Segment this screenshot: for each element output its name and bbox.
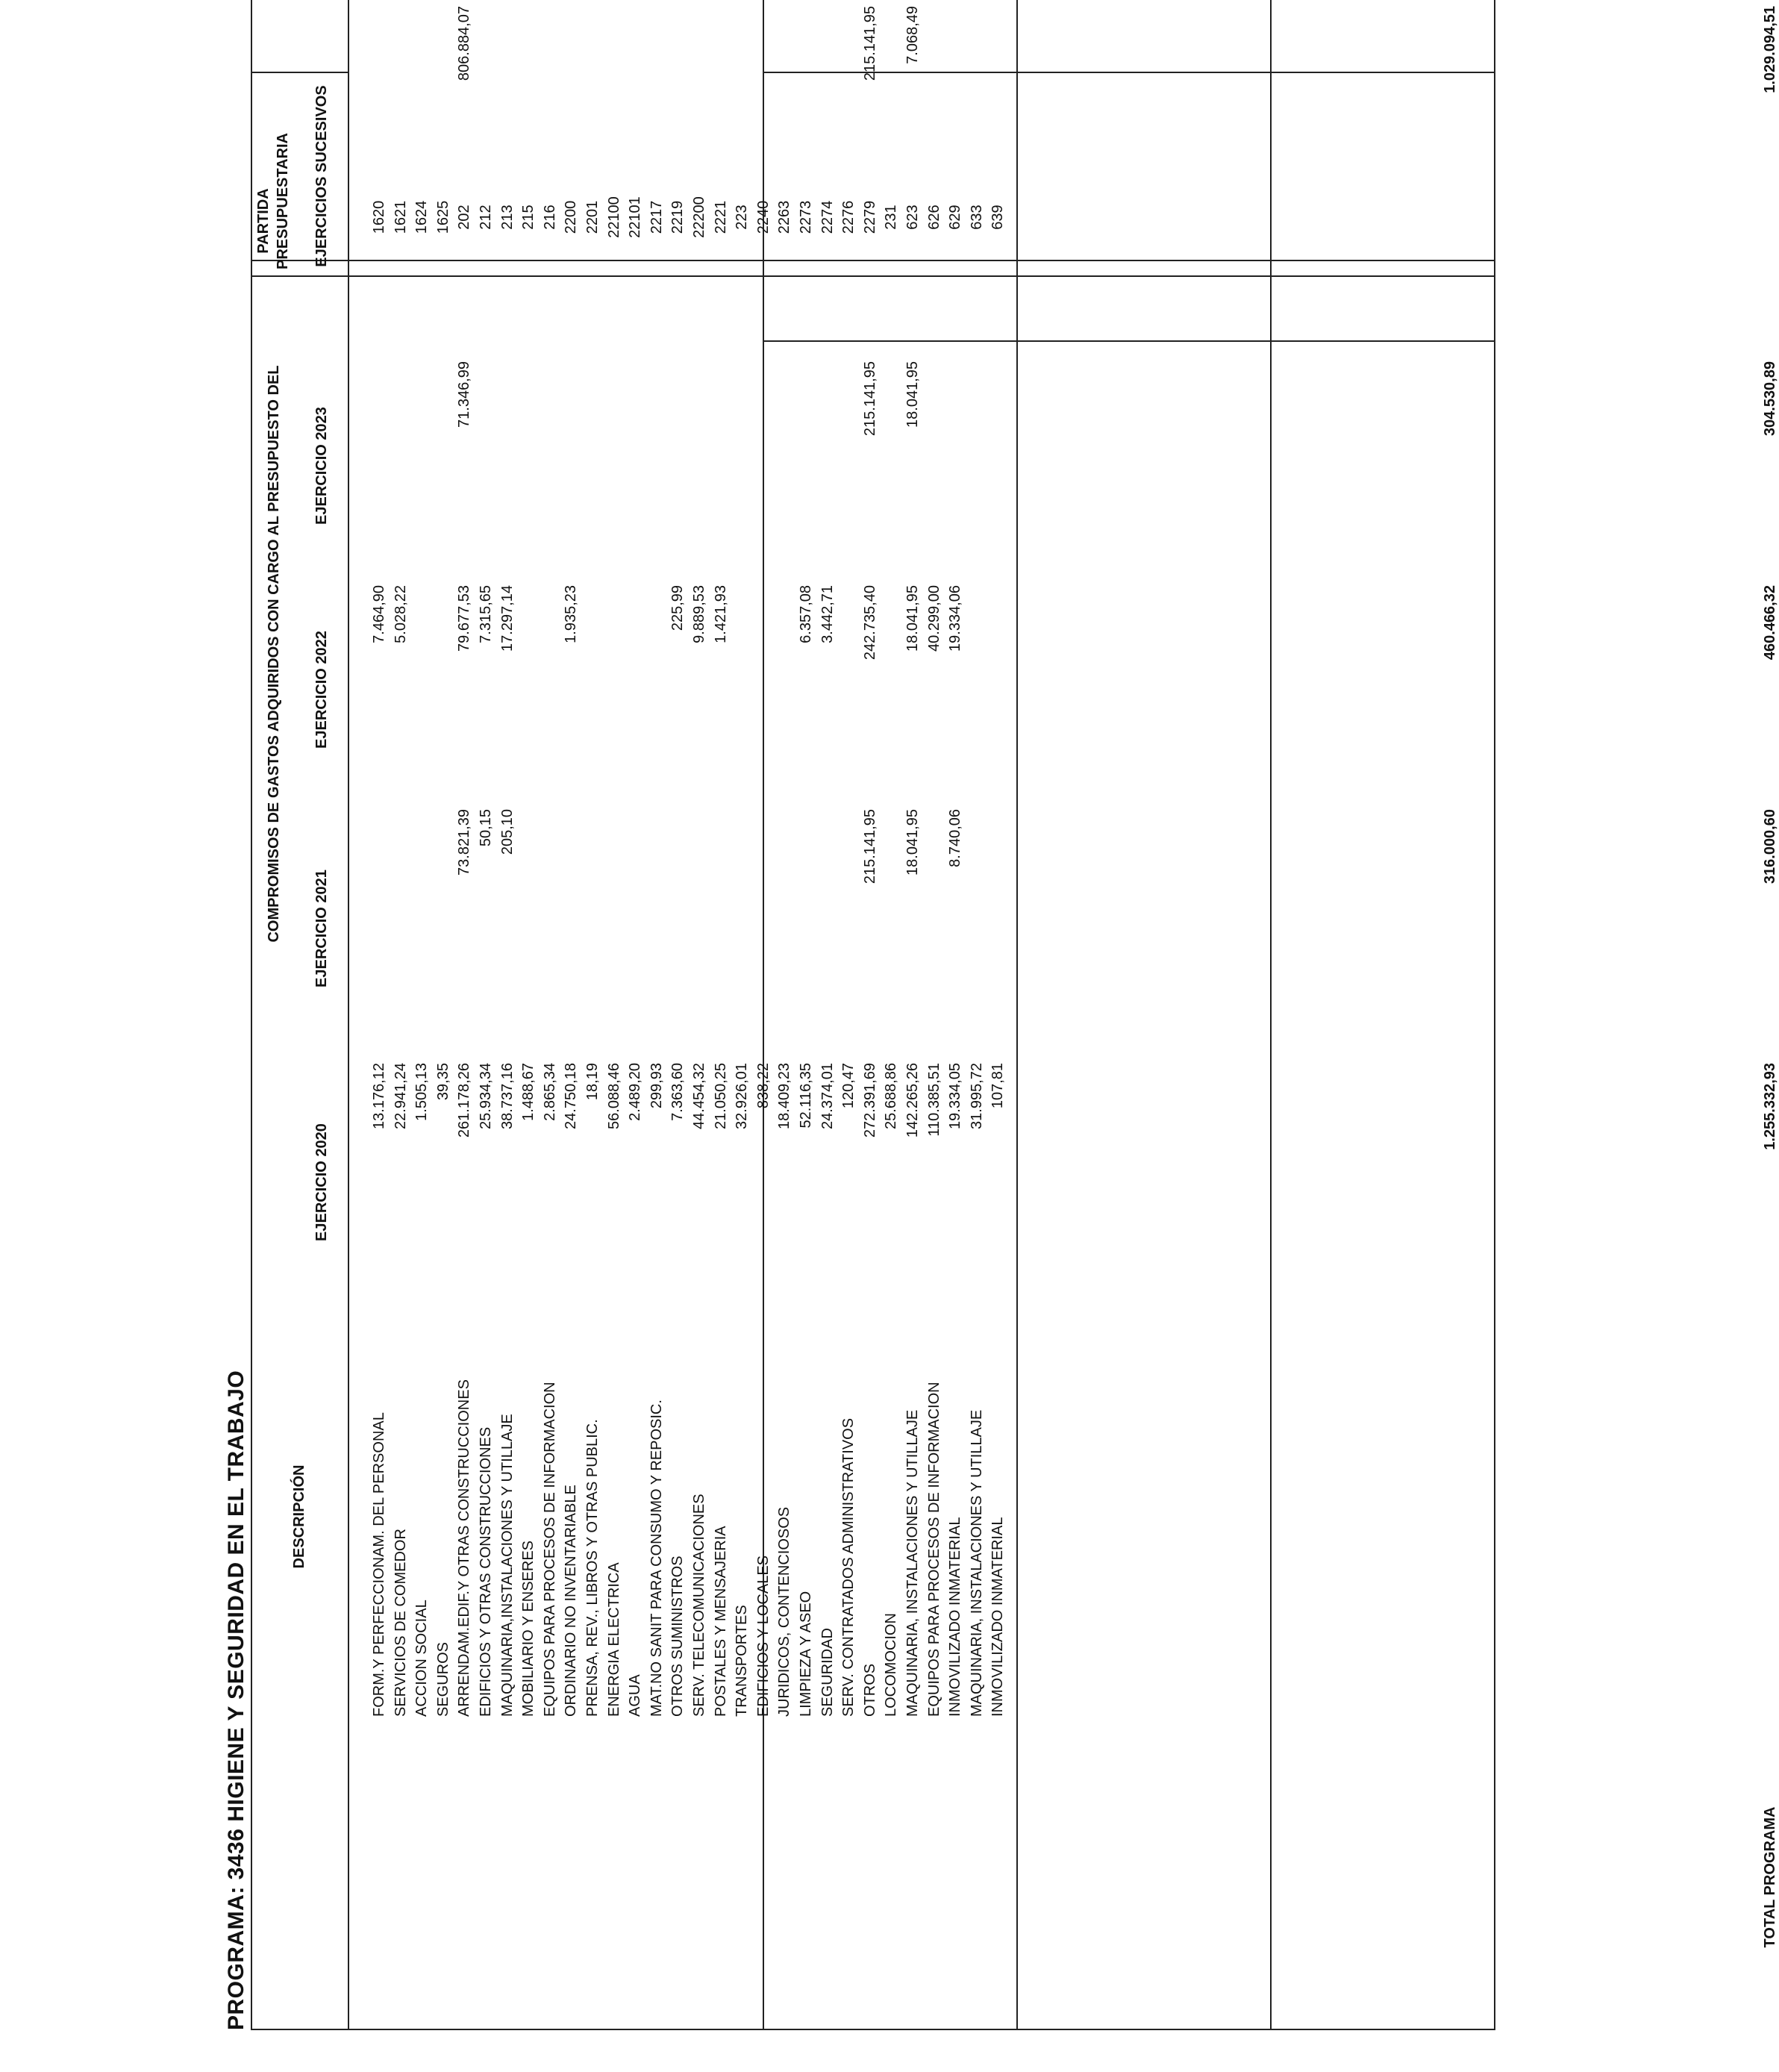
header-ej2020: EJERCICIO 2020 xyxy=(313,1123,330,1241)
cell-descripcion: EDIFICIOS Y LOCALES xyxy=(754,1555,772,1717)
cell-descripcion: EQUIPOS PARA PROCESOS DE INFORMACION xyxy=(541,1382,558,1717)
cell-ej2020: 38.737,16 xyxy=(498,1063,516,1129)
cell-ej2020: 56.088,46 xyxy=(605,1063,622,1129)
cell-ej2020: 110.385,51 xyxy=(925,1063,942,1137)
cell-partida: 215 xyxy=(520,205,537,230)
header-descripcion: DESCRIPCIÓN xyxy=(291,1464,307,1569)
cell-partida: 626 xyxy=(925,205,942,230)
total-sucesivos: 1.029.094,51 xyxy=(1762,6,1778,93)
cell-partida: 202 xyxy=(456,205,473,230)
cell-descripcion: POSTALES Y MENSAJERIA xyxy=(712,1526,729,1717)
cell-partida: 1625 xyxy=(434,200,451,234)
cell-descripcion: ARRENDAM.EDIF.Y OTRAS CONSTRUCCIONES xyxy=(456,1379,473,1717)
cell-ej2020: 24.750,18 xyxy=(563,1063,580,1129)
cell-partida: 22200 xyxy=(691,196,707,238)
grid-line xyxy=(1494,0,1495,342)
cell-partida: 22101 xyxy=(627,196,644,238)
header-compromisos: COMPROMISOS DE GASTOS ADQUIRIDOS CON CARGO AL PRESUPUESTO DEL xyxy=(266,365,282,943)
cell-partida: 2273 xyxy=(798,200,814,234)
cell-ej2022: 3.442,71 xyxy=(819,585,836,643)
cell-ej2020: 24.374,01 xyxy=(819,1063,836,1129)
cell-ej2021: 73.821,39 xyxy=(456,809,473,876)
cell-ej2022: 1.421,93 xyxy=(712,585,729,643)
cell-ej2022: 79.677,53 xyxy=(456,585,473,652)
cell-ej2021: 8.740,06 xyxy=(947,809,964,867)
cell-ej2021: 18.041,95 xyxy=(904,809,921,876)
cell-ej2020: 107,81 xyxy=(989,1063,1007,1109)
header-ej2023: EJERCICIO 2023 xyxy=(313,407,330,525)
cell-ej2020: 261.178,26 xyxy=(456,1063,473,1138)
cell-partida: 216 xyxy=(541,205,558,230)
cell-ej2022: 9.889,53 xyxy=(691,585,707,643)
cell-descripcion: OTROS xyxy=(861,1663,878,1717)
cell-partida: 2263 xyxy=(776,200,793,234)
grid-line xyxy=(1016,0,1018,342)
cell-ej2020: 838,22 xyxy=(754,1063,772,1109)
cell-ej2021: 215.141,95 xyxy=(861,809,878,884)
cell-ej2022: 18.041,95 xyxy=(904,585,921,652)
cell-ej2022: 242.735,40 xyxy=(861,585,878,661)
cell-partida: 623 xyxy=(904,205,921,230)
cell-partida: 639 xyxy=(989,205,1007,230)
cell-descripcion: MAQUINARIA, INSTALACIONES Y UTILLAJE xyxy=(904,1409,921,1717)
cell-sucesivos: 806.884,07 xyxy=(456,6,473,81)
cell-ej2021: 50,15 xyxy=(478,809,494,847)
cell-ej2020: 31.995,72 xyxy=(968,1063,985,1129)
cell-descripcion: OTROS SUMINISTROS xyxy=(669,1555,687,1717)
cell-partida: 22100 xyxy=(605,196,622,238)
header-partida-line2: PRESUPUESTARIA xyxy=(275,133,291,269)
cell-descripcion: SEGURIDAD xyxy=(819,1628,836,1717)
cell-partida: 2200 xyxy=(563,200,580,234)
cell-descripcion: ACCION SOCIAL xyxy=(413,1600,431,1717)
cell-partida: 1621 xyxy=(392,200,409,234)
cell-ej2021: 205,10 xyxy=(498,809,516,855)
cell-ej2023: 71.346,99 xyxy=(456,361,473,428)
cell-ej2020: 120,47 xyxy=(840,1063,857,1109)
cell-descripcion: EDIFICIOS Y OTRAS CONSTRUCCIONES xyxy=(478,1426,494,1717)
cell-ej2022: 40.299,00 xyxy=(925,585,942,652)
cell-ej2020: 13.176,12 xyxy=(371,1063,387,1129)
total-ej2022: 460.466,32 xyxy=(1762,585,1778,661)
cell-ej2022: 17.297,14 xyxy=(498,585,516,652)
cell-partida: 212 xyxy=(478,205,494,230)
cell-descripcion: INMOVILIZADO INMATERIAL xyxy=(947,1517,964,1717)
cell-ej2020: 18,19 xyxy=(584,1063,601,1101)
grid-line xyxy=(251,0,252,2030)
cell-ej2022: 7.464,90 xyxy=(371,585,387,643)
cell-ej2020: 2.489,20 xyxy=(627,1063,644,1121)
cell-ej2022: 19.334,06 xyxy=(947,585,964,652)
cell-partida: 2240 xyxy=(754,200,772,234)
cell-partida: 629 xyxy=(947,205,964,230)
cell-sucesivos: 7.068,49 xyxy=(904,6,921,64)
cell-descripcion: SEGUROS xyxy=(434,1641,451,1717)
cell-ej2020: 1.488,67 xyxy=(520,1063,537,1121)
cell-descripcion: MAT.NO SANIT PARA CONSUMO Y REPOSIC. xyxy=(648,1399,665,1717)
cell-partida: 213 xyxy=(498,205,516,230)
total-ej2020: 1.255.332,93 xyxy=(1762,1063,1778,1150)
cell-ej2022: 1.935,23 xyxy=(563,585,580,643)
cell-ej2020: 39,35 xyxy=(434,1063,451,1101)
cell-partida: 2274 xyxy=(819,200,836,234)
cell-ej2022: 225,99 xyxy=(669,585,687,631)
cell-ej2020: 19.334,05 xyxy=(947,1063,964,1129)
cell-partida: 2276 xyxy=(840,200,857,234)
cell-ej2020: 32.926,01 xyxy=(734,1063,751,1129)
cell-ej2020: 1.505,13 xyxy=(413,1063,431,1121)
cell-ej2020: 25.688,86 xyxy=(883,1063,900,1129)
cell-ej2020: 22.941,24 xyxy=(392,1063,409,1129)
cell-ej2020: 272.391,69 xyxy=(861,1063,878,1138)
header-ej2021: EJERCICIO 2021 xyxy=(313,870,330,987)
cell-descripcion: LOCOMOCION xyxy=(883,1613,900,1717)
cell-ej2022: 5.028,22 xyxy=(392,585,409,643)
cell-descripcion: FORM.Y PERFECCIONAM. DEL PERSONAL xyxy=(371,1412,387,1717)
cell-sucesivos: 215.141,95 xyxy=(861,6,878,81)
cell-descripcion: ORDINARIO NO INVENTARIABLE xyxy=(563,1485,580,1717)
cell-descripcion: EQUIPOS PARA PROCESOS DE INFORMACION xyxy=(925,1382,942,1717)
cell-ej2023: 215.141,95 xyxy=(861,361,878,437)
cell-partida: 1624 xyxy=(413,200,431,234)
cell-partida: 1620 xyxy=(371,200,387,234)
cell-ej2020: 7.363,60 xyxy=(669,1063,687,1121)
cell-descripcion: ENERGIA ELECTRICA xyxy=(605,1562,622,1717)
grid-line xyxy=(348,0,349,2030)
cell-ej2020: 25.934,34 xyxy=(478,1063,494,1129)
cell-descripcion: MAQUINARIA,INSTALACIONES Y UTILLAJE xyxy=(498,1414,516,1717)
cell-ej2020: 299,93 xyxy=(648,1063,665,1109)
total-ej2023: 304.530,89 xyxy=(1762,361,1778,437)
cell-partida: 2219 xyxy=(669,200,687,234)
cell-descripcion: LIMPIEZA Y ASEO xyxy=(798,1591,814,1717)
cell-ej2020: 21.050,25 xyxy=(712,1063,729,1129)
grid-line xyxy=(1270,0,1272,342)
cell-ej2020: 18.409,23 xyxy=(776,1063,793,1129)
cell-ej2020: 2.865,34 xyxy=(541,1063,558,1121)
grid-line xyxy=(251,2029,1494,2031)
cell-descripcion: INMOVILIZADO INMATERIAL xyxy=(989,1517,1007,1717)
cell-partida: 2217 xyxy=(648,200,665,234)
cell-descripcion: MAQUINARIA, INSTALACIONES Y UTILLAJE xyxy=(968,1409,985,1717)
cell-descripcion: JURIDICOS, CONTENCIOSOS xyxy=(776,1506,793,1717)
cell-ej2023: 18.041,95 xyxy=(904,361,921,428)
grid-line xyxy=(763,0,764,2030)
cell-descripcion: SERV. TELECOMUNICACIONES xyxy=(691,1494,707,1717)
cell-descripcion: SERVICIOS DE COMEDOR xyxy=(392,1529,409,1717)
header-partida-line1: PARTIDA xyxy=(255,188,272,254)
cell-partida: 231 xyxy=(883,205,900,230)
cell-ej2020: 52.116,35 xyxy=(798,1063,814,1129)
cell-partida: 2201 xyxy=(584,200,601,234)
cell-partida: 2279 xyxy=(861,200,878,234)
header-sucesivos: EJERCICIOS SUCESIVOS xyxy=(313,85,330,267)
total-ej2021: 316.000,60 xyxy=(1762,809,1778,884)
cell-ej2020: 44.454,32 xyxy=(691,1063,707,1129)
cell-descripcion: TRANSPORTES xyxy=(734,1605,751,1717)
cell-descripcion: AGUA xyxy=(627,1674,644,1717)
cell-descripcion: SERV. CONTRATADOS ADMINISTRATIVOS xyxy=(840,1417,857,1717)
cell-descripcion: PRENSA, REV., LIBROS Y OTRAS PUBLIC. xyxy=(584,1419,601,1717)
cell-ej2020: 142.265,26 xyxy=(904,1063,921,1138)
cell-ej2022: 7.315,65 xyxy=(478,585,494,643)
page-title: PROGRAMA: 3436 HIGIENE Y SEGURIDAD EN EL TRABAJO xyxy=(224,1370,248,2030)
cell-partida: 223 xyxy=(734,205,751,230)
header-ej2022: EJERCICIO 2022 xyxy=(313,631,330,749)
total-label: TOTAL PROGRAMA xyxy=(1762,1806,1778,1948)
cell-descripcion: MOBILIARIO Y ENSERES xyxy=(520,1540,537,1717)
cell-partida: 633 xyxy=(968,205,985,230)
cell-ej2022: 6.357,08 xyxy=(798,585,814,643)
cell-partida: 2221 xyxy=(712,200,729,234)
